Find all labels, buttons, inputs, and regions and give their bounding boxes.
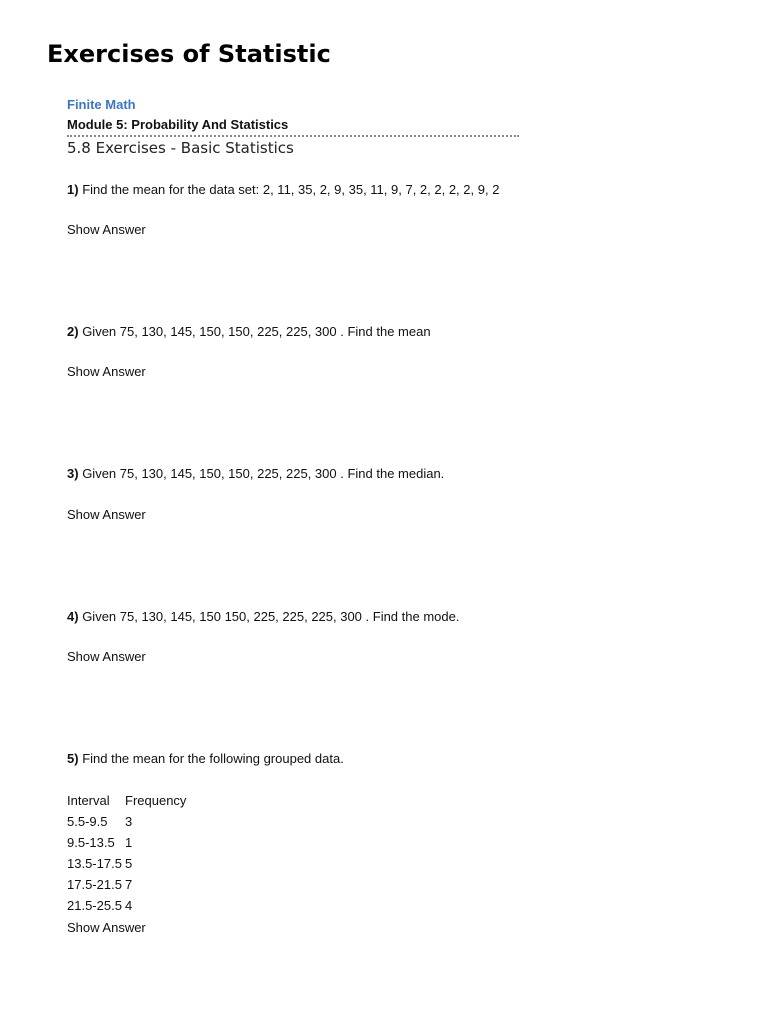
frequency-cell: 4 xyxy=(125,898,133,913)
question-number: 3) xyxy=(67,466,79,481)
frequency-cell: 3 xyxy=(125,814,133,829)
question-5 xyxy=(67,750,344,768)
question-number: 1) xyxy=(67,182,79,197)
question-text: Given 75, 130, 145, 150, 150, 225, 225, 300 . Find the median. xyxy=(82,466,445,481)
table-row xyxy=(67,874,186,895)
question-text: Find the mean for the following grouped data. xyxy=(82,751,344,766)
page-title: Exercises of Statistic xyxy=(47,40,331,68)
question-2 xyxy=(67,323,431,341)
question-number: 4) xyxy=(67,609,79,624)
question-text: Given 75, 130, 145, 150 150, 225, 225, 225, 300 . Find the mode. xyxy=(82,609,460,624)
frequency-cell: 7 xyxy=(125,877,133,892)
question-number: 5) xyxy=(67,751,79,766)
question-1 xyxy=(67,181,499,199)
show-answer-button-5[interactable]: Show Answer xyxy=(67,920,146,935)
question-number: 2) xyxy=(67,324,79,339)
question-text: Find the mean for the data set: 2, 11, 35, 2, 9, 35, 11, 9, 7, 2, 2, 2, 2, 9, 2 xyxy=(82,182,500,197)
question-text: Given 75, 130, 145, 150, 150, 225, 225, 300 . Find the mean xyxy=(82,324,431,339)
frequency-cell: 1 xyxy=(125,835,133,850)
interval-cell: 13.5-17.5 xyxy=(67,856,122,871)
grouped-data-table xyxy=(67,790,186,916)
table-row xyxy=(67,832,186,853)
frequency-header: Frequency xyxy=(125,793,187,808)
interval-cell: 5.5-9.5 xyxy=(67,814,108,829)
table-row xyxy=(67,895,186,916)
course-name: Finite Math xyxy=(67,97,136,112)
show-answer-button-4[interactable]: Show Answer xyxy=(67,649,146,664)
table-row xyxy=(67,853,186,874)
frequency-cell: 5 xyxy=(125,856,133,871)
show-answer-button-2[interactable]: Show Answer xyxy=(67,364,146,379)
interval-cell: 9.5-13.5 xyxy=(67,835,115,850)
show-answer-button-3[interactable]: Show Answer xyxy=(67,507,146,522)
module-name: Module 5: Probability And Statistics xyxy=(67,116,519,137)
section-title: 5.8 Exercises - Basic Statistics xyxy=(67,139,294,157)
table-header-row xyxy=(67,790,186,811)
interval-header: Interval xyxy=(67,793,110,808)
interval-cell: 21.5-25.5 xyxy=(67,898,122,913)
question-4 xyxy=(67,608,459,626)
question-3 xyxy=(67,465,444,483)
show-answer-button-1[interactable]: Show Answer xyxy=(67,222,146,237)
table-row xyxy=(67,811,186,832)
interval-cell: 17.5-21.5 xyxy=(67,877,122,892)
exercise-content xyxy=(67,96,727,935)
